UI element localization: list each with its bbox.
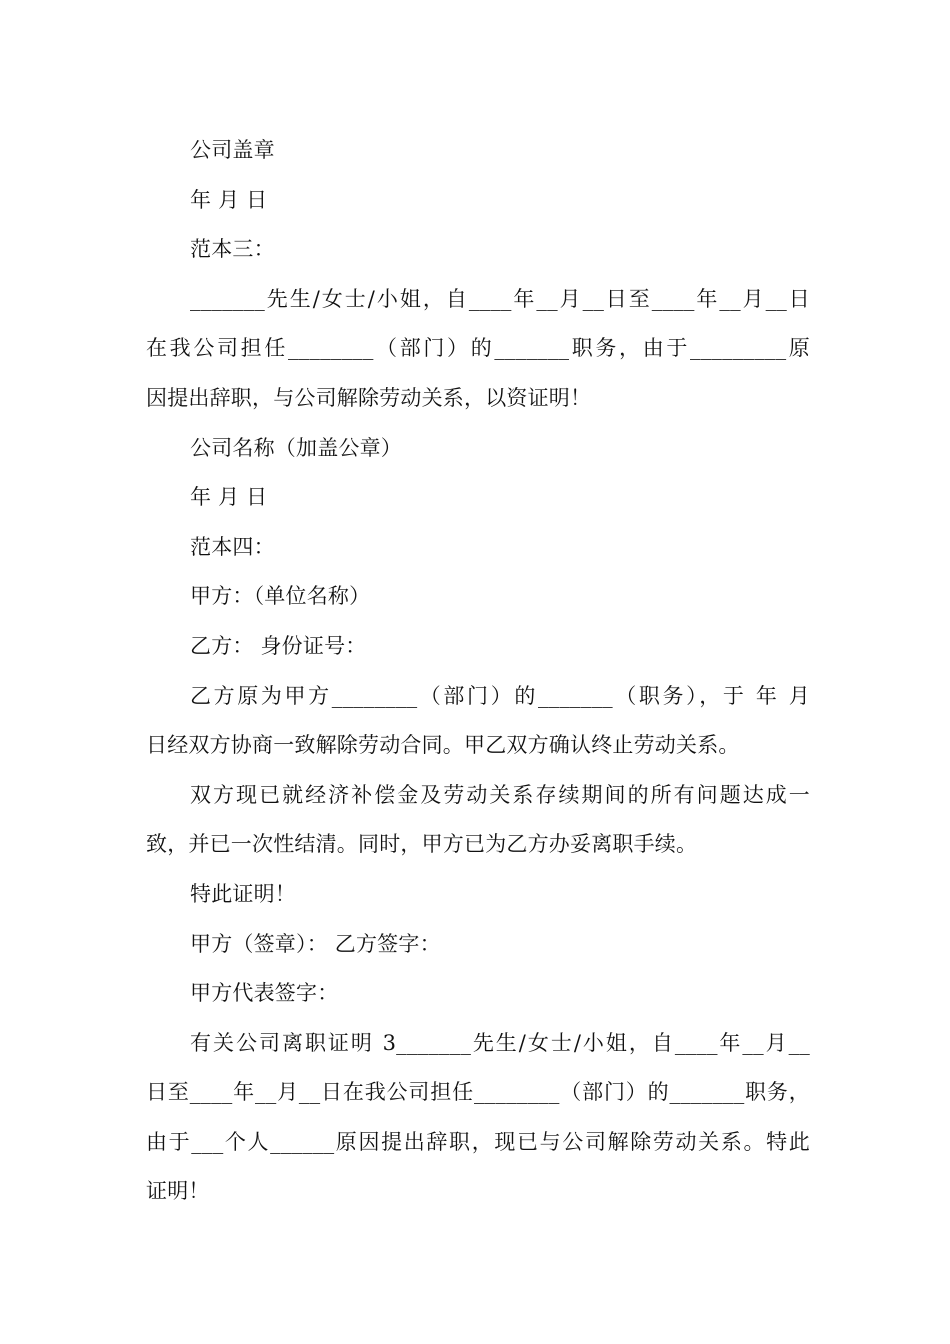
signature-line: 甲方（签章）： 乙方签字： <box>190 931 441 956</box>
company-name-line: 公司名称（加盖公章） <box>190 435 402 460</box>
paragraph-line: 因提出辞职，与公司解除劳动关系，以资证明！ <box>146 385 592 410</box>
date-line: 年 月 日 <box>190 485 268 510</box>
paragraph-line: 在我公司担任________（部门）的_______职务，由于_________原 <box>146 336 810 361</box>
paragraph-line: 乙方原为甲方________（部门）的_______（职务），于 年 月 <box>190 683 810 708</box>
date-line: 年 月 日 <box>190 187 268 212</box>
document-body <box>146 126 810 1217</box>
paragraph-line: 双方现已就经济补偿金及劳动关系存续期间的所有问题达成一 <box>190 782 810 807</box>
paragraph-line: 日至____年__月__日在我公司担任________（部门）的_______职务， <box>146 1080 810 1105</box>
template-four-heading: 范本四： <box>190 534 275 559</box>
paragraph-line: 由于___个人______原因提出辞职，现已与公司解除劳动关系。特此 <box>146 1129 810 1154</box>
party-a-line: 甲方：（单位名称） <box>190 584 371 609</box>
representative-signature-line: 甲方代表签字： <box>190 981 339 1006</box>
template-three-heading: 范本三： <box>190 237 275 262</box>
hereby-certify-line: 特此证明！ <box>190 881 296 906</box>
paragraph-line: 有关公司离职证明 3_______先生/女士/小姐，自____年__月__ <box>190 1030 810 1055</box>
paragraph-line: _______先生/女士/小姐，自____年__月__日至____年__月__日 <box>190 286 810 311</box>
paragraph-line: 证明！ <box>146 1179 210 1204</box>
paragraph-line: 日经双方协商一致解除劳动合同。甲乙双方确认终止劳动关系。 <box>146 733 740 758</box>
party-b-line: 乙方： 身份证号： <box>190 633 367 658</box>
paragraph-line: 致，并已一次性结清。同时，甲方已为乙方办妥离职手续。 <box>146 832 698 857</box>
company-seal-line: 公司盖章 <box>190 138 275 162</box>
